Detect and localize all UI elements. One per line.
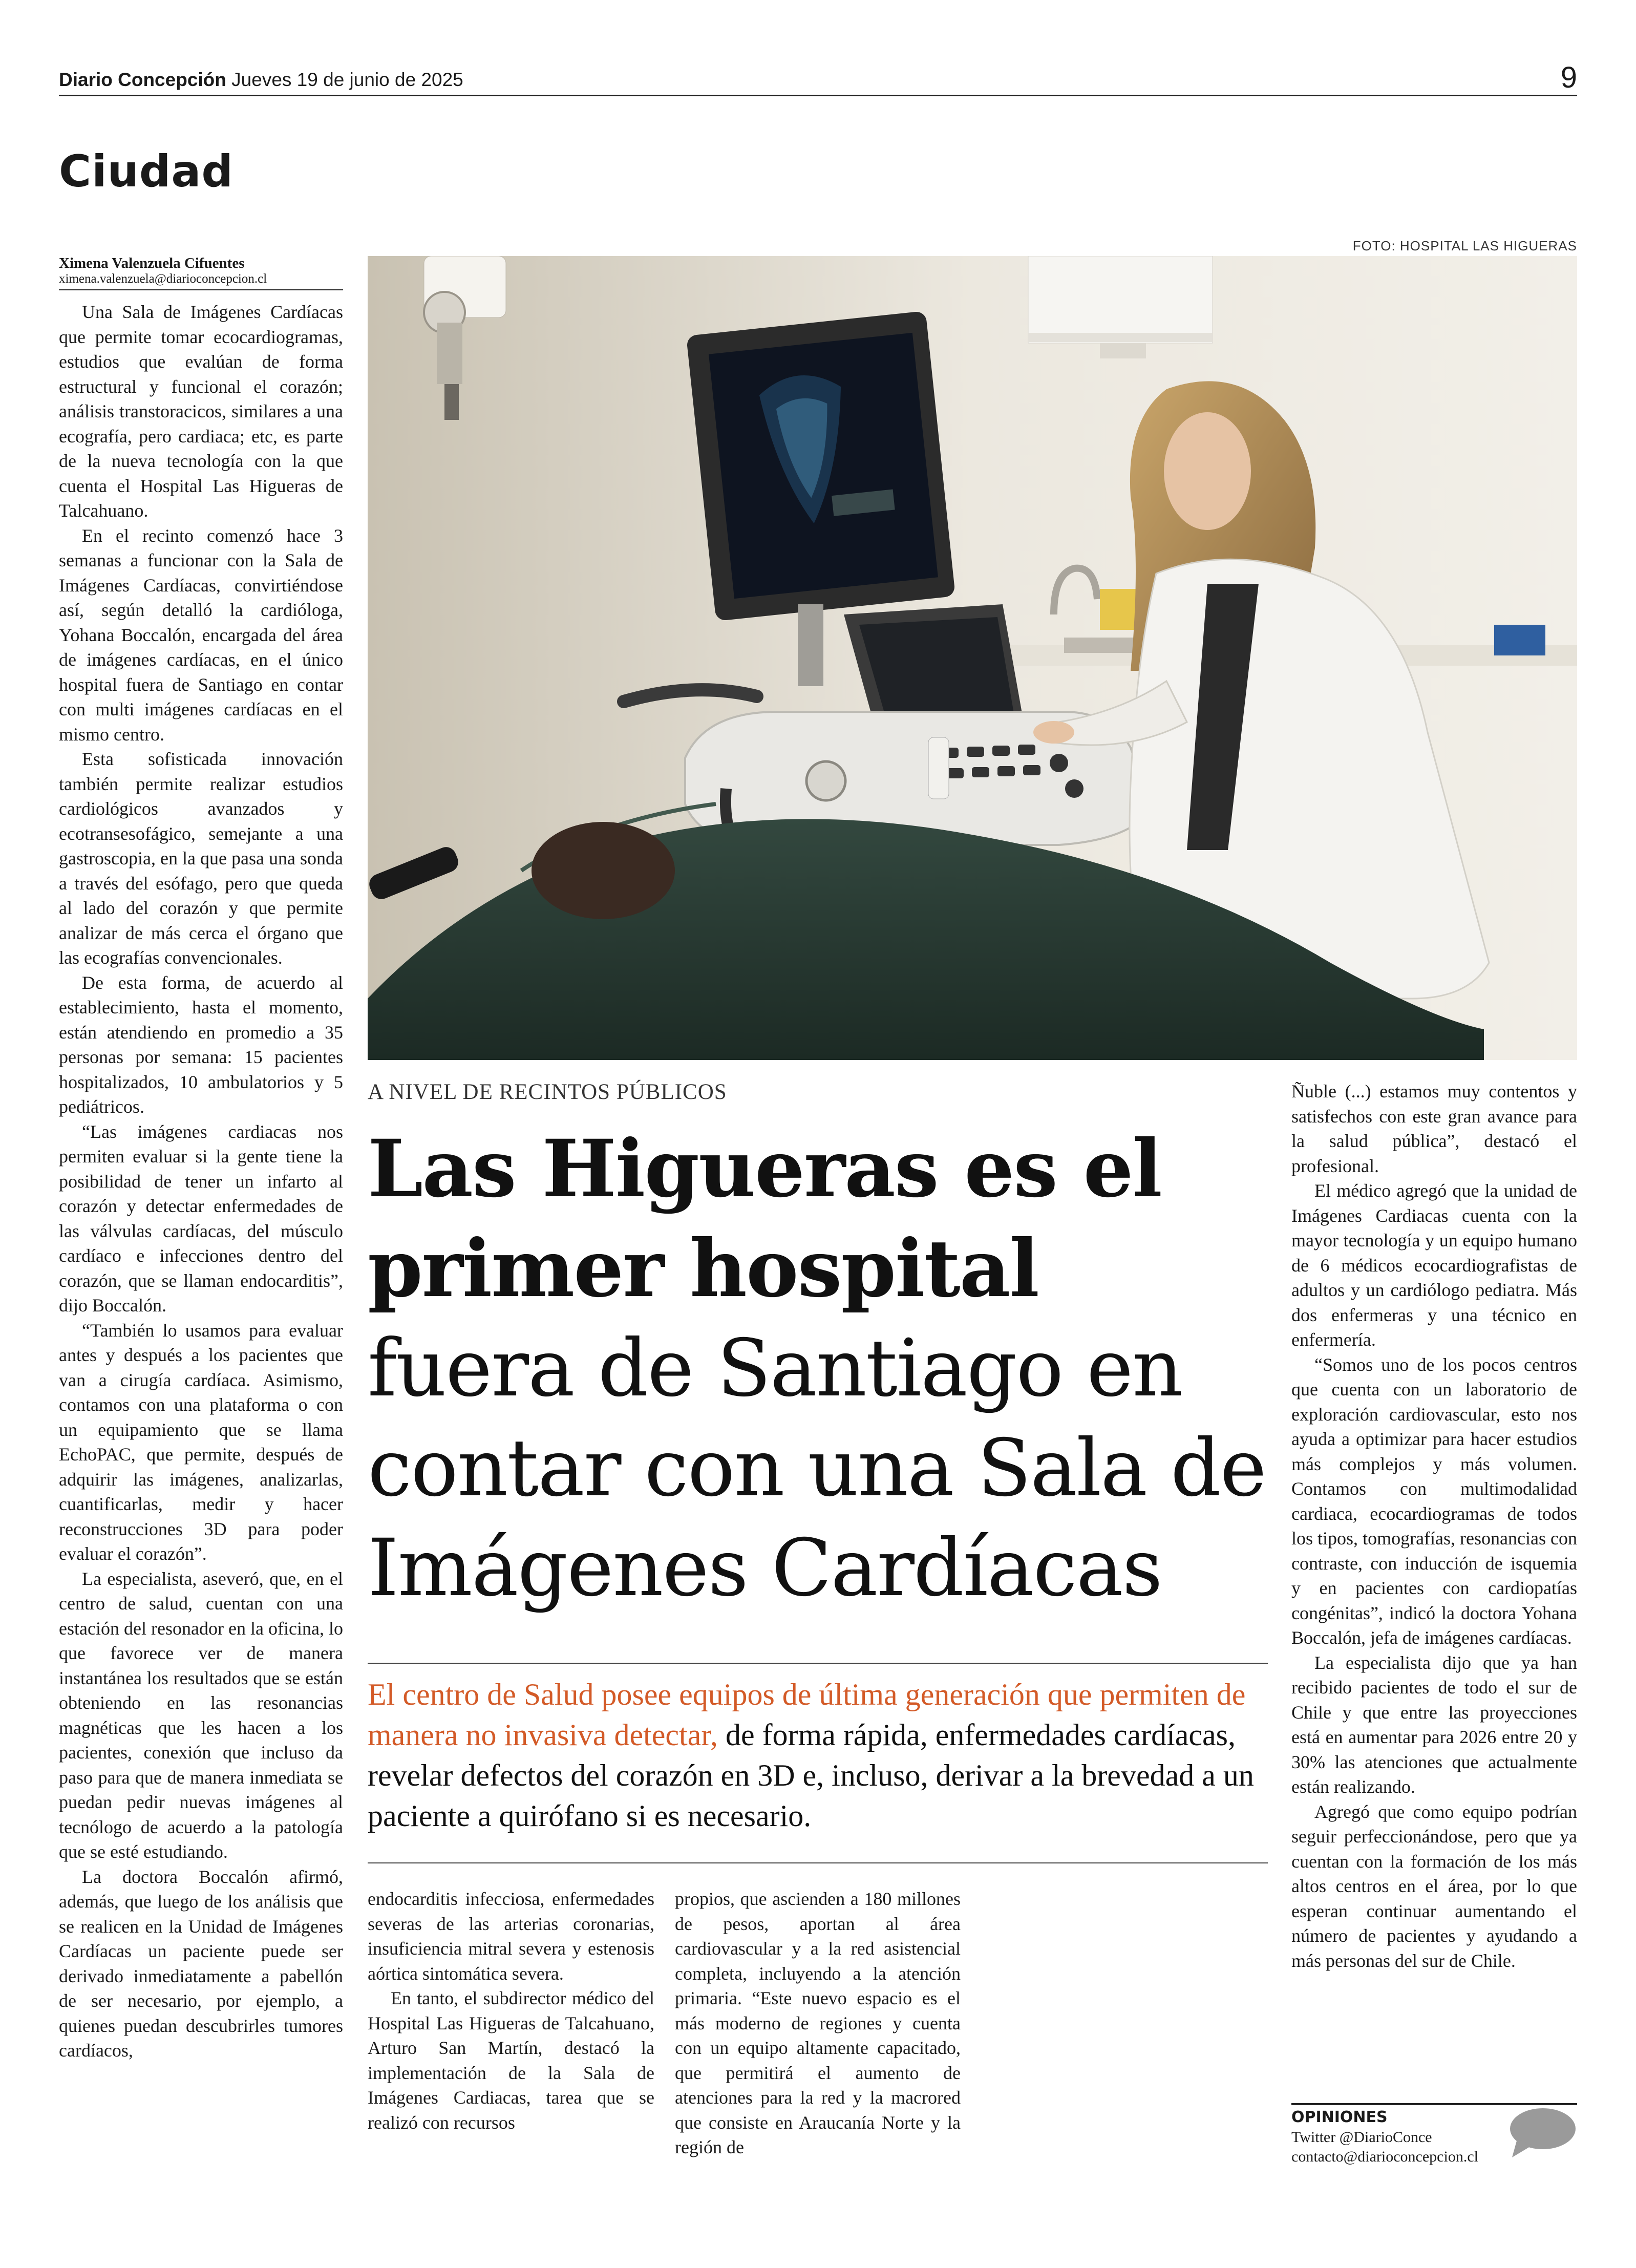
paragraph: Agregó que como equipo podrían seguir perfeccionándose, pero que ya cuentan con la formación de los más altos centros en el área, por lo que esperan continuar aumentando el número de pacientes y ayudando a más personas del sur de Chile. bbox=[1291, 1801, 1577, 1971]
paragraph: En el recinto comenzó hace 3 semanas a funcionar con la Sala de Imágenes Cardíacas, convirtiéndose así, según detalló la cardióloga, Yohana Boccalón, encargada del área de imágenes cardíacas, en el único hospital fuera de Santiago en contar con multi imágenes cardíacas en el mismo centro. bbox=[59, 525, 343, 745]
photo-credit: FOTO: HOSPITAL LAS HIGUERAS bbox=[1352, 238, 1577, 253]
opinions-title: OPINIONES bbox=[1291, 2108, 1388, 2126]
paragraph: propios, que ascienden a 180 millones de pesos, aportan al área cardiovascular y a la red asistencial completa, incluyendo a la atención primaria. “Este nuevo espacio es el más moderno de regiones y cuenta con un equipo altamente capacitado, que permitirá el aumento de atenciones para la red y la macrored que consiste en Araucanía Norte y la región de bbox=[675, 1889, 961, 2157]
section-title: Ciudad bbox=[59, 146, 233, 197]
publication-name: Diario Concepción bbox=[59, 69, 226, 90]
deck bbox=[368, 1674, 1274, 1836]
headline-line: contar con una Sala de bbox=[368, 1423, 1266, 1514]
body-column-right bbox=[1291, 1079, 1577, 1973]
paragraph: Una Sala de Imágenes Cardíacas que permite tomar ecocardiogramas, estudios que evalúan de forma estructural y funcional el corazón; análisis transtoracicos, similares a una ecografía, pero cardiaca; etc, es parte de la nueva tecnología con la que cuenta el Hospital Las Higueras de Talcahuano. bbox=[59, 302, 343, 521]
deck-text: de forma rápida, enfermedades cardíacas, revelar defectos del corazón en 3D e, incluso, derivar a la brevedad a un paciente a quirófano si es necesario. bbox=[368, 1718, 1254, 1833]
body-column-left bbox=[59, 300, 343, 2063]
deck-divider-top bbox=[368, 1663, 1268, 1664]
author-email: ximena.valenzuela@diarioconcepcion.cl bbox=[59, 272, 267, 286]
issue-date: Jueves 19 de junio de 2025 bbox=[231, 69, 463, 90]
body-column-mid-2 bbox=[675, 1887, 961, 2160]
author-name: Ximena Valenzuela Cifuentes bbox=[59, 255, 245, 271]
opinions-twitter[interactable]: Twitter @DiarioConce bbox=[1291, 2129, 1432, 2146]
headline-line: fuera de Santiago en bbox=[368, 1323, 1182, 1414]
speech-bubble-icon bbox=[1508, 2107, 1577, 2160]
paragraph: “Las imágenes cardiacas nos permiten evaluar si la gente tiene la posibilidad de tener un infarto al corazón y detectar enfermedades de las válvulas cardíacas, del músculo cardíaco e infecciones dentro del corazón, que se llaman endocarditis”, dijo Boccalón. bbox=[59, 1121, 343, 1316]
page-number: 9 bbox=[1560, 61, 1577, 94]
deck-highlight: El centro de Salud posee equipos de última generación que permiten de manera no invasiva detectar, bbox=[368, 1678, 1246, 1752]
opinions-divider bbox=[1291, 2103, 1577, 2105]
paragraph: endocarditis infecciosa, enfermedades severas de las arterias coronarias, insuficiencia mitral severa y estenosis aórtica sintomática severa. bbox=[368, 1889, 654, 1984]
paragraph: “Somos uno de los pocos centros que cuenta con un laboratorio de exploración cardiovascular, esto nos ayuda a optimizar para hacer estudios más complejos y más volumen. Contamos con multimodalidad cardiaca, ecocardiogramas de todos los tipos, tomografías, resonancias con contraste, con inducción de isquemia y en pacientes con cardiopatías congénitas”, indicó la doctora Yohana Boccalón, jefa de imágenes cardíacas. bbox=[1291, 1354, 1577, 1648]
byline-divider bbox=[59, 289, 343, 290]
paragraph: La doctora Boccalón afirmó, además, que luego de los análisis que se realicen en la Unidad de Imágenes Cardíacas un paciente puede ser derivado inmediatamente a pabellón de ser necesario, por ejemplo, a quienes puedan descubrirles tumores cardíacos, bbox=[59, 1866, 343, 2061]
kicker: A NIVEL DE RECINTOS PÚBLICOS bbox=[368, 1080, 727, 1104]
headline bbox=[368, 1119, 1274, 1618]
paragraph: “También lo usamos para evaluar antes y después a los pacientes que van a cirugía cardíaca. Asimismo, contamos con una plataforma o con un equipamiento que se llama EchoPAC, que permite, después de adquirir las imágenes, analizarlas, cuantificarlas, medir y hacer reconstrucciones 3D para poder evaluar el corazón”. bbox=[59, 1320, 343, 1564]
paragraph: Ñuble (...) estamos muy contentos y satisfechos con este gran avance para la salud pública”, destacó el profesional. bbox=[1291, 1081, 1577, 1176]
body-column-mid-1 bbox=[368, 1887, 654, 2135]
article-photo bbox=[368, 256, 1577, 1060]
headline-line: primer hospital bbox=[368, 1222, 1038, 1315]
paragraph: De esta forma, de acuerdo al establecimiento, hasta el momento, están atendiendo en promedio a 35 personas por semana: 15 pacientes hospitalizados, 10 ambulatorios y 5 pediátricos. bbox=[59, 972, 343, 1117]
headline-line: Imágenes Cardíacas bbox=[368, 1522, 1162, 1614]
paragraph: La especialista dijo que ya han recibido pacientes de todo el sur de Chile y que entre las proyecciones está en aumentar para 2026 entre 20 y 30% las atenciones que actualmente están realizando. bbox=[1291, 1652, 1577, 1797]
paragraph: El médico agregó que la unidad de Imágenes Cardiacas cuenta con la mayor tecnología y un equipo humano de 6 médicos ecocardiografistas de adultos y un cardiólogo pediatra. Más dos enfermeras y una técnico en enfermería. bbox=[1291, 1180, 1577, 1350]
byline bbox=[59, 255, 343, 286]
paragraph: La especialista, aseveró, que, en el centro de salud, cuentan con una estación del resonador en la oficina, lo que favorece ver de manera instantánea los resultados que se están obteniendo en las resonancias magnéticas que les hacen a los pacientes, conexión que incluso da paso para que de manera inmediata se puedan pedir nuevas imágenes al tecnólogo de acuerdo a la patología que se esté estudiando. bbox=[59, 1568, 343, 1862]
header-divider bbox=[59, 95, 1577, 96]
deck-divider-bottom bbox=[368, 1862, 1268, 1863]
opinions-email[interactable]: contacto@diarioconcepcion.cl bbox=[1291, 2148, 1478, 2165]
headline-line: Las Higueras es el bbox=[368, 1122, 1162, 1215]
paragraph: En tanto, el subdirector médico del Hospital Las Higueras de Talcahuano, Arturo San Martín, destacó la implementación de la Sala de Imágenes Cardiacas, tarea que se realizó con recursos bbox=[368, 1988, 654, 2133]
paragraph: Esta sofisticada innovación también permite realizar estudios cardiológicos avanzados y ecotransesofágico, semejante a una gastroscopia, en la que pasa una sonda a través del esófago, pero que queda al lado del corazón y que permite analizar de más cerca el órgano que las ecografías convencionales. bbox=[59, 749, 343, 968]
page-header bbox=[59, 69, 463, 91]
